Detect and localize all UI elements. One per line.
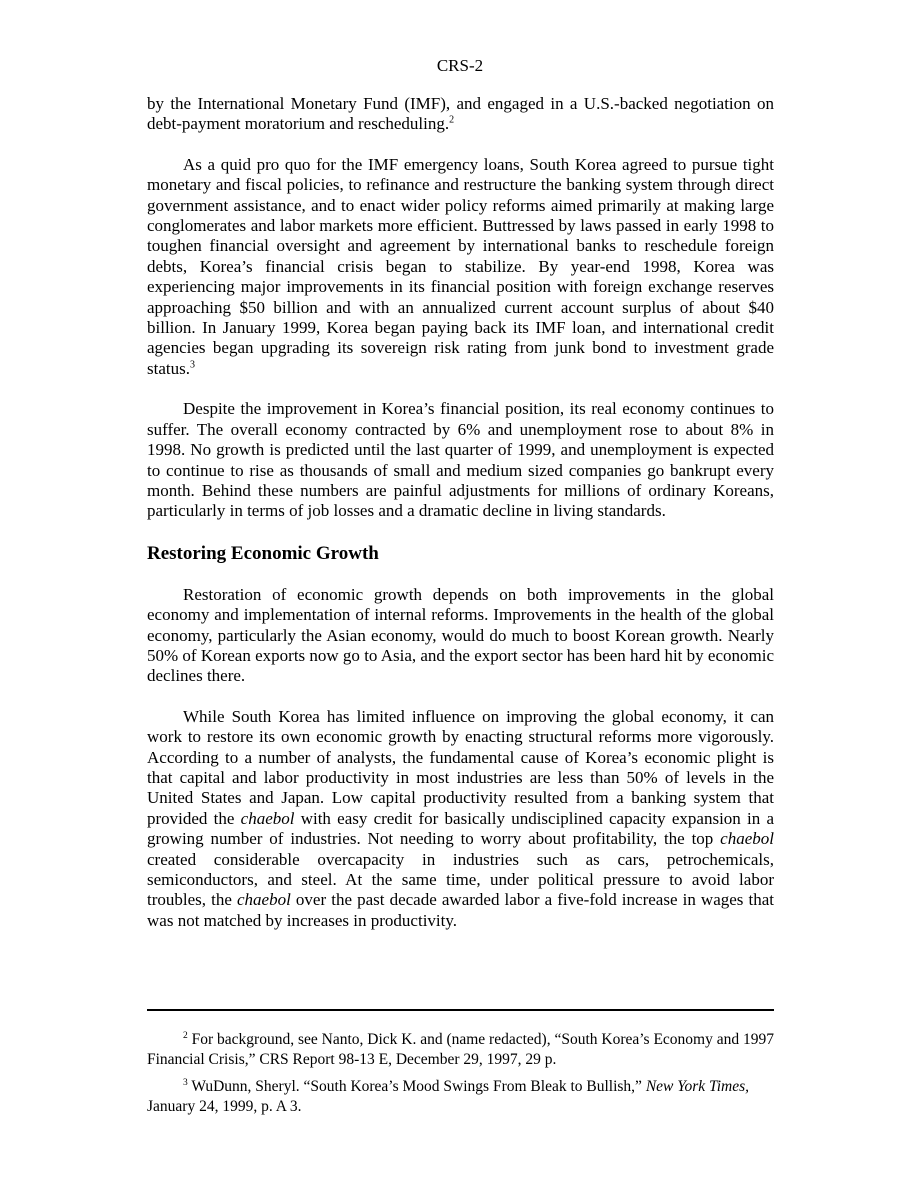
paragraph-continued bbox=[147, 94, 774, 135]
publication-title: New York Times, bbox=[645, 1078, 750, 1095]
footnote-ref-2[interactable]: 2 bbox=[449, 114, 455, 126]
paragraph-restoration: Restoration of economic growth depends on both improvements in the global economy and implementation of internal reforms. Improvements in the health of the global economy, particularly the Asian economy, would do much to boost Korean growth. Nearly 50% of Korean exports now go to Asia, and the export sector has been hard hit by economic declines there. bbox=[147, 584, 774, 686]
paragraph-text-part: over the past decade awarded labor a five-fold increase in wages that was not matched by increases in productivity. bbox=[147, 890, 774, 930]
italic-term-chaebol: chaebol bbox=[237, 890, 291, 910]
footnote-2 bbox=[147, 1030, 774, 1069]
main-body bbox=[147, 94, 774, 931]
footnotes bbox=[147, 1030, 774, 1116]
footnote-ref-3[interactable]: 3 bbox=[189, 359, 195, 371]
paragraph-text-part: While South Korea has limited influence on improving the global economy, it can work to restore its own economic growth by enacting structural reforms more vigorously. According to a number of analysts, the fundamental cause of Korea’s economic plight is that capital and labor productivity in most industries are less than 50% of levels in the United States and Japan. Low capital productivity resulted from a banking system that provided the bbox=[147, 706, 774, 828]
page-number-header: CRS-2 bbox=[436, 56, 484, 75]
footnote-text: January 24, 1999, p. A 3. bbox=[147, 1097, 302, 1115]
paragraph-text: by the International Monetary Fund (IMF), and engaged in a U.S.-backed negotiation on debt-payment moratorium and rescheduling. bbox=[147, 94, 774, 134]
paragraph-structural-reforms bbox=[147, 707, 774, 931]
footnote-divider bbox=[147, 1009, 774, 1011]
footnote-text: For background, see Nanto, Dick K. and (name redacted), “South Korea’s Economy and 1997 Financial Crisis,” CRS Report 98-13 E, December 29, 1997, 29 p. bbox=[147, 1031, 774, 1068]
footnote-number: 3 bbox=[183, 1077, 188, 1088]
paragraph-text-part: with easy credit for basically undisciplined capacity expansion in a growing number of industries. Not needing to worry about profitability, the top bbox=[147, 808, 775, 849]
paragraph-imf-loans bbox=[147, 155, 774, 379]
italic-term-chaebol: chaebol bbox=[720, 829, 774, 849]
footnote-number: 2 bbox=[183, 1030, 188, 1041]
paragraph-real-economy: Despite the improvement in Korea’s financial position, its real economy continues to suffer. The overall economy contracted by 6% and unemployment rose to about 8% in 1998. No growth is predicted until the last quarter of 1999, and unemployment is expected to continue to rise as thousands of small and medium sized companies go bankrupt every month. Behind these numbers are painful adjustments for millions of ordinary Koreans, particularly in terms of job losses and a dramatic decline in living standards. bbox=[147, 399, 774, 521]
section-heading: Restoring Economic Growth bbox=[147, 542, 379, 564]
footnote-text: WuDunn, Sheryl. “South Korea’s Mood Swings From Bleak to Bullish,” bbox=[187, 1078, 646, 1095]
paragraph-text: As a quid pro quo for the IMF emergency loans, South Korea agreed to pursue tight monetary and fiscal policies, to refinance and restructure the banking system through direct government assistance, and to enact wider policy reforms aimed primarily at making large conglomerates and labor markets more efficient. Buttressed by laws passed in early 1998 to toughen financial oversight and agreement by international banks to reschedule foreign debts, Korea’s financial crisis began to stabilize. By year-end 1998, Korea was experiencing major improvements in its financial position with foreign exchange reserves approaching $50 billion and with an annualized current account surplus of about $40 billion. In January 1999, Korea began paying back its IMF loan, and international credit agencies began upgrading its sovereign risk rating from junk bond to investment grade status. bbox=[147, 154, 774, 378]
italic-term-chaebol: chaebol bbox=[240, 808, 295, 828]
footnote-3 bbox=[147, 1077, 774, 1116]
paragraph-text-part: created considerable overcapacity in industries such as cars, petrochemicals, semiconductors, and steel. At the same time, under political pressure to avoid labor troubles, the bbox=[147, 849, 774, 910]
